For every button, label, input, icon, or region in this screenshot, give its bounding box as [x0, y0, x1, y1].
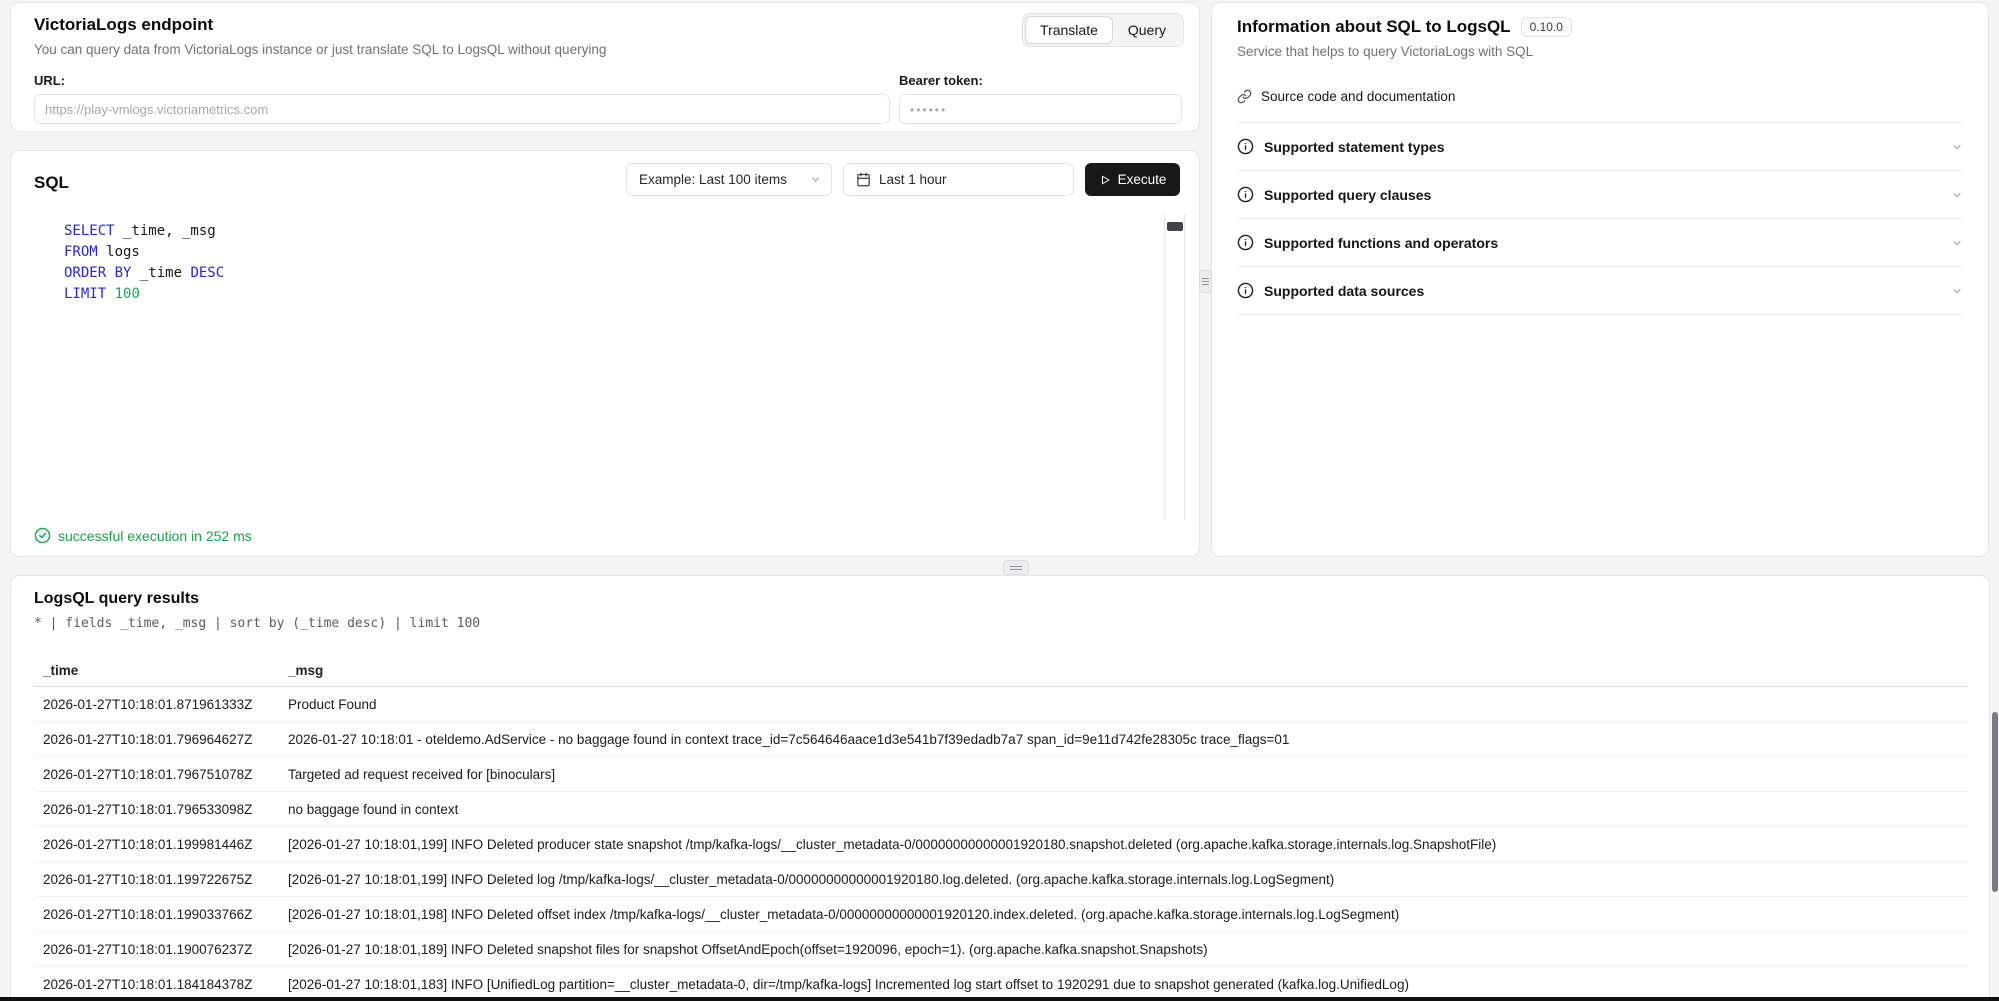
- mode-toggle-translate[interactable]: Translate: [1025, 16, 1113, 44]
- cell-time: 2026-01-27T10:18:01.199722675Z: [43, 871, 253, 887]
- accordion-section-label: Supported data sources: [1264, 282, 1425, 299]
- info-panel-subtitle: Service that helps to query VictoriaLogs with SQL: [1237, 44, 1534, 59]
- play-icon: [1099, 174, 1111, 186]
- execute-button[interactable]: [1085, 163, 1180, 196]
- column-header-time: _time: [43, 663, 79, 678]
- endpoint-panel-subtitle: You can query data from VictoriaLogs instance or just translate SQL to LogsQL without querying: [34, 42, 607, 57]
- url-label: URL:: [34, 73, 66, 88]
- window-bottom-edge: [0, 997, 1999, 1001]
- accordion-section-label: Supported functions and operators: [1264, 234, 1499, 251]
- execution-status-text: successful execution in 252 ms: [58, 527, 252, 544]
- chevron-down-icon: [1951, 141, 1963, 153]
- version-badge: 0.10.0: [1521, 17, 1572, 37]
- accordion-section-label: Supported query clauses: [1264, 186, 1432, 203]
- column-header-msg: _msg: [288, 663, 324, 678]
- chevron-down-icon: [1951, 189, 1963, 201]
- info-panel: [1211, 2, 1989, 557]
- cell-msg: 2026-01-27 10:18:01 - oteldemo.AdService - no baggage found in context trace_id=7c564646aace1d3e541b7f39edadb7a7 span_id=9e11d742fe28305c trace_flags=01: [288, 731, 1290, 747]
- chevron-down-icon: [1951, 237, 1963, 249]
- cell-msg: [2026-01-27 10:18:01,198] INFO Deleted offset index /tmp/kafka-logs/__cluster_metadata-0/00000000000001920120.index.deleted. (org.apache.kafka.storage.internals.log.LogSegment): [288, 906, 1400, 922]
- results-table-header: [34, 655, 1968, 687]
- page-scrollbar-thumb[interactable]: [1992, 712, 1998, 892]
- table-row: [34, 827, 1968, 862]
- execution-status: [34, 527, 252, 544]
- results-panel: [10, 575, 1990, 1001]
- example-select[interactable]: [626, 163, 832, 196]
- table-row: [34, 722, 1968, 757]
- sql-code-line: LIMIT 100: [64, 286, 140, 302]
- sql-code-line: FROM logs: [64, 244, 140, 260]
- cell-msg: Product Found: [288, 696, 377, 712]
- endpoint-panel: [10, 2, 1200, 132]
- accordion-section[interactable]: [1237, 267, 1963, 315]
- example-select-value: Example: Last 100 items: [639, 172, 787, 187]
- cell-msg: [2026-01-27 10:18:01,199] INFO Deleted log /tmp/kafka-logs/__cluster_metadata-0/00000000000001920180.log.deleted. (org.apache.kafka.storage.internals.log.LogSegment): [288, 871, 1335, 887]
- results-table-body: [34, 687, 1968, 1001]
- mode-toggle-query[interactable]: Query: [1127, 22, 1166, 38]
- cell-time: 2026-01-27T10:18:01.796533098Z: [43, 801, 253, 817]
- cell-msg: [2026-01-27 10:18:01,199] INFO Deleted producer state snapshot /tmp/kafka-logs/__cluster_metadata-0/00000000000001920180.snapshot.deleted (org.apache.kafka.storage.internals.log.SnapshotFile): [288, 836, 1497, 852]
- check-circle-icon: [34, 527, 51, 544]
- cell-msg: [2026-01-27 10:18:01,189] INFO Deleted snapshot files for snapshot OffsetAndEpoch(offset=1920096, epoch=1). (org.apache.kafka.snapshot.Snapshots): [288, 941, 1208, 957]
- accordion-section-label: Supported statement types: [1264, 138, 1445, 155]
- source-code-link-label: Source code and documentation: [1261, 89, 1456, 104]
- calendar-icon: [856, 172, 871, 187]
- results-panel-title: LogsQL query results: [34, 590, 200, 607]
- sql-editor[interactable]: [64, 214, 1162, 520]
- cell-time: 2026-01-27T10:18:01.184184378Z: [43, 976, 253, 992]
- sql-code-line: SELECT _time, _msg: [64, 223, 216, 239]
- info-panel-title: Information about SQL to LogsQL: [1237, 17, 1511, 36]
- results-table: [34, 655, 1968, 1001]
- info-icon: [1237, 138, 1254, 155]
- mode-toggle: [1022, 13, 1184, 47]
- table-row: [34, 757, 1968, 792]
- bearer-token-input[interactable]: [899, 94, 1182, 124]
- endpoint-panel-title: VictoriaLogs endpoint: [34, 15, 214, 34]
- source-code-link[interactable]: [1237, 89, 1963, 123]
- cell-time: 2026-01-27T10:18:01.871961333Z: [43, 696, 253, 712]
- link-icon: [1237, 89, 1252, 104]
- table-row: [34, 967, 1968, 1001]
- panel-resize-handle-vertical[interactable]: [1199, 270, 1212, 293]
- cell-msg: no baggage found in context: [288, 801, 459, 817]
- sql-panel-title: SQL: [34, 173, 69, 192]
- table-row: [34, 687, 1968, 722]
- cell-msg: [2026-01-27 10:18:01,183] INFO [UnifiedLog partition=__cluster_metadata-0, dir=/tmp/kafka-logs] Incremented log start offset to 1920291 due to snapshot generated (kafka.log.UnifiedLog): [288, 976, 1409, 992]
- cell-time: 2026-01-27T10:18:01.796751078Z: [43, 766, 253, 782]
- info-icon: [1237, 282, 1254, 299]
- info-accordion: [1237, 123, 1963, 315]
- sql-panel: [10, 150, 1200, 557]
- execute-button-label: Execute: [1117, 172, 1167, 187]
- editor-scrollbar[interactable]: [1164, 214, 1185, 520]
- cell-time: 2026-01-27T10:18:01.199981446Z: [43, 836, 253, 852]
- editor-scrollbar-thumb[interactable]: [1167, 222, 1183, 231]
- sql-code-line: ORDER BY _time DESC: [64, 265, 225, 281]
- accordion-section[interactable]: [1237, 219, 1963, 267]
- cell-time: 2026-01-27T10:18:01.190076237Z: [43, 941, 253, 957]
- cell-time: 2026-01-27T10:18:01.199033766Z: [43, 906, 253, 922]
- time-range-picker[interactable]: [843, 163, 1074, 196]
- info-icon: [1237, 234, 1254, 251]
- bearer-token-label: Bearer token:: [899, 73, 983, 88]
- url-input[interactable]: [34, 94, 890, 124]
- table-row: [34, 932, 1968, 967]
- logsql-query-text: * | fields _time, _msg | sort by (_time desc) | limit 100: [34, 616, 481, 631]
- time-range-value: Last 1 hour: [879, 172, 947, 187]
- chevron-down-icon: [1951, 285, 1963, 297]
- table-row: [34, 862, 1968, 897]
- info-icon: [1237, 186, 1254, 203]
- table-row: [34, 792, 1968, 827]
- chevron-down-icon: [810, 174, 821, 185]
- panel-resize-handle-horizontal[interactable]: [1003, 560, 1029, 575]
- cell-time: 2026-01-27T10:18:01.796964627Z: [43, 731, 253, 747]
- accordion-section[interactable]: [1237, 171, 1963, 219]
- table-row: [34, 897, 1968, 932]
- cell-msg: Targeted ad request received for [binoculars]: [288, 766, 556, 782]
- accordion-section[interactable]: [1237, 123, 1963, 171]
